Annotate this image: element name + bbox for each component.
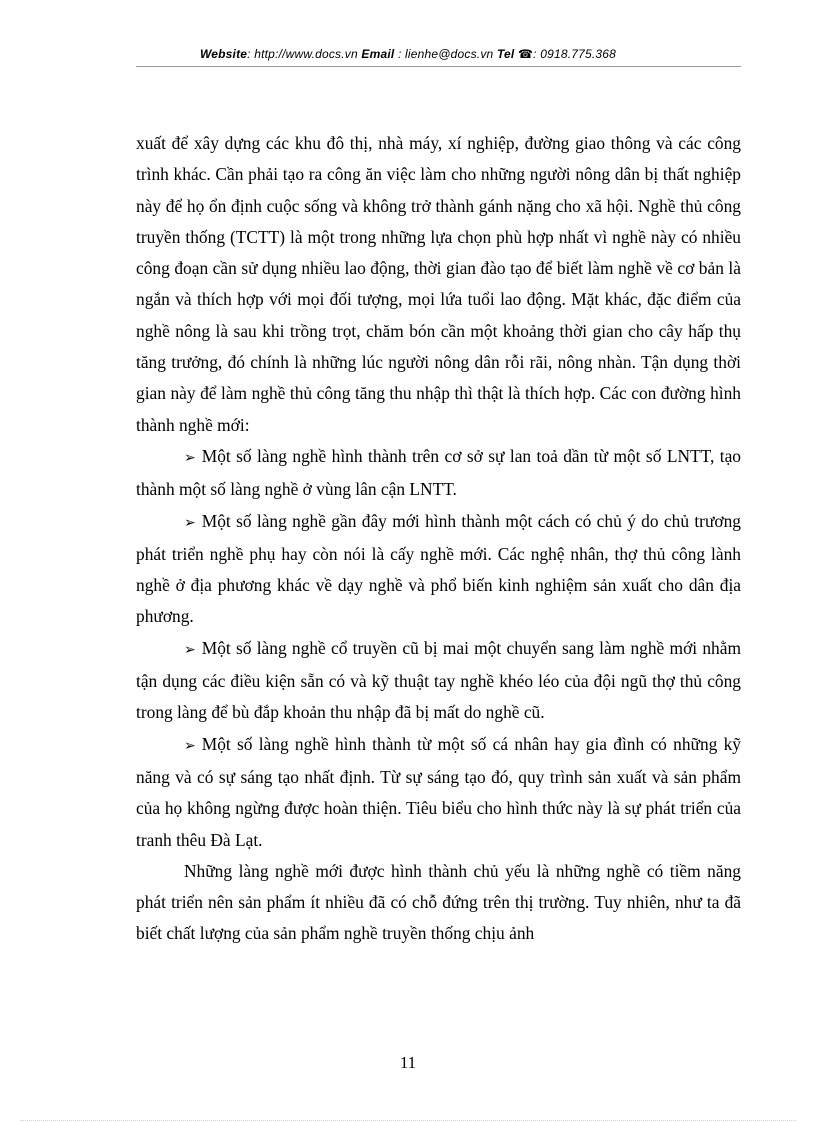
bullet-item (136, 729, 741, 856)
arrow-bullet-icon: ➢ (184, 641, 196, 658)
document-body (136, 128, 741, 950)
paragraph-closing: Những làng nghề mới được hình thành chủ yếu là những nghề có tiềm năng phát triển nên sản phẩm ít nhiều đã có chỗ đứng trên thị trường. Tuy nhiên, như ta đã biết chất lượng của sản phẩm nghề truyền thống chịu ảnh (136, 860, 741, 944)
page-number: 11 (399, 1053, 417, 1072)
tel-value: : 0918.775.368 (533, 47, 617, 61)
bullet-item (136, 633, 741, 729)
email-value: : lienhe@docs.vn (397, 47, 494, 61)
tel-label: Tel (496, 47, 515, 61)
bullet-text: Một số làng nghề gần đây mới hình thành một cách có chủ ý do chủ trương phát triển nghề phụ hay còn nói là cấy nghề mới. Các nghệ nhân, thợ thủ công lành nghề ở địa phương khác về dạy nghề và phổ biến kinh nghiệm sản xuất cho dân địa phương. (136, 510, 741, 627)
bullet-item (136, 441, 741, 506)
paragraph-intro: xuất để xây dựng các khu đô thị, nhà máy, xí nghiệp, đường giao thông và các công trình khác. Cần phải tạo ra công ăn việc làm cho những người nông dân bị thất nghiệp này để họ ổn định cuộc sống và không trở thành gánh nặng cho xã hội. Nghề thủ công truyền thống (TCTT) là một trong những lựa chọn phù hợp nhất vì nghề này có nhiều công đoạn cần sử dụng nhiều lao động, thời gian đào tạo để biết làm nghề về cơ bản là ngắn và thích hợp với mọi đối tượng, mọi lứa tuổi lao động. Mặt khác, đặc điểm của nghề nông là sau khi trồng trọt, chăm bón cần một khoảng thời gian cho cây hấp thụ tăng trưởng, đó chính là những lúc người nông dân rỗi rãi, nông nhàn. Tận dụng thời gian này để làm nghề thủ công tăng thu nhập thì thật là thích hợp. Các con đường hình thành nghề mới: (136, 133, 741, 435)
website-value: : http://www.docs.vn (247, 47, 358, 61)
arrow-bullet-icon: ➢ (184, 514, 196, 531)
bullet-item (136, 506, 741, 633)
header-divider (136, 66, 741, 67)
phone-icon: ☎ (518, 47, 534, 61)
page-bottom-divider (20, 1120, 796, 1121)
page-header (0, 47, 816, 61)
bullet-text: Một số làng nghề hình thành từ một số cá nhân hay gia đình có những kỹ năng và có sự sáng tạo nhất định. Từ sự sáng tạo đó, quy trình sản xuất và sản phẩm của họ không ngừng được hoàn thiện. Tiêu biểu cho hình thức này là sự phát triển của tranh thêu Đà Lạt. (136, 733, 741, 850)
email-label: Email (361, 47, 395, 61)
arrow-bullet-icon: ➢ (184, 449, 196, 466)
arrow-bullet-icon: ➢ (184, 737, 196, 754)
bullet-text: Một số làng nghề cổ truyền cũ bị mai một chuyển sang làm nghề mới nhằm tận dụng các điều kiện sẵn có và kỹ thuật tay nghề khéo léo của đội ngũ thợ thủ công trong làng để bù đắp khoản thu nhập đã bị mất do nghề cũ. (136, 637, 741, 723)
bullet-text: Một số làng nghề hình thành trên cơ sở sự lan toả dần từ một số LNTT, tạo thành một số làng nghề ở vùng lân cận LNTT. (136, 445, 741, 500)
website-label: Website (199, 47, 248, 61)
